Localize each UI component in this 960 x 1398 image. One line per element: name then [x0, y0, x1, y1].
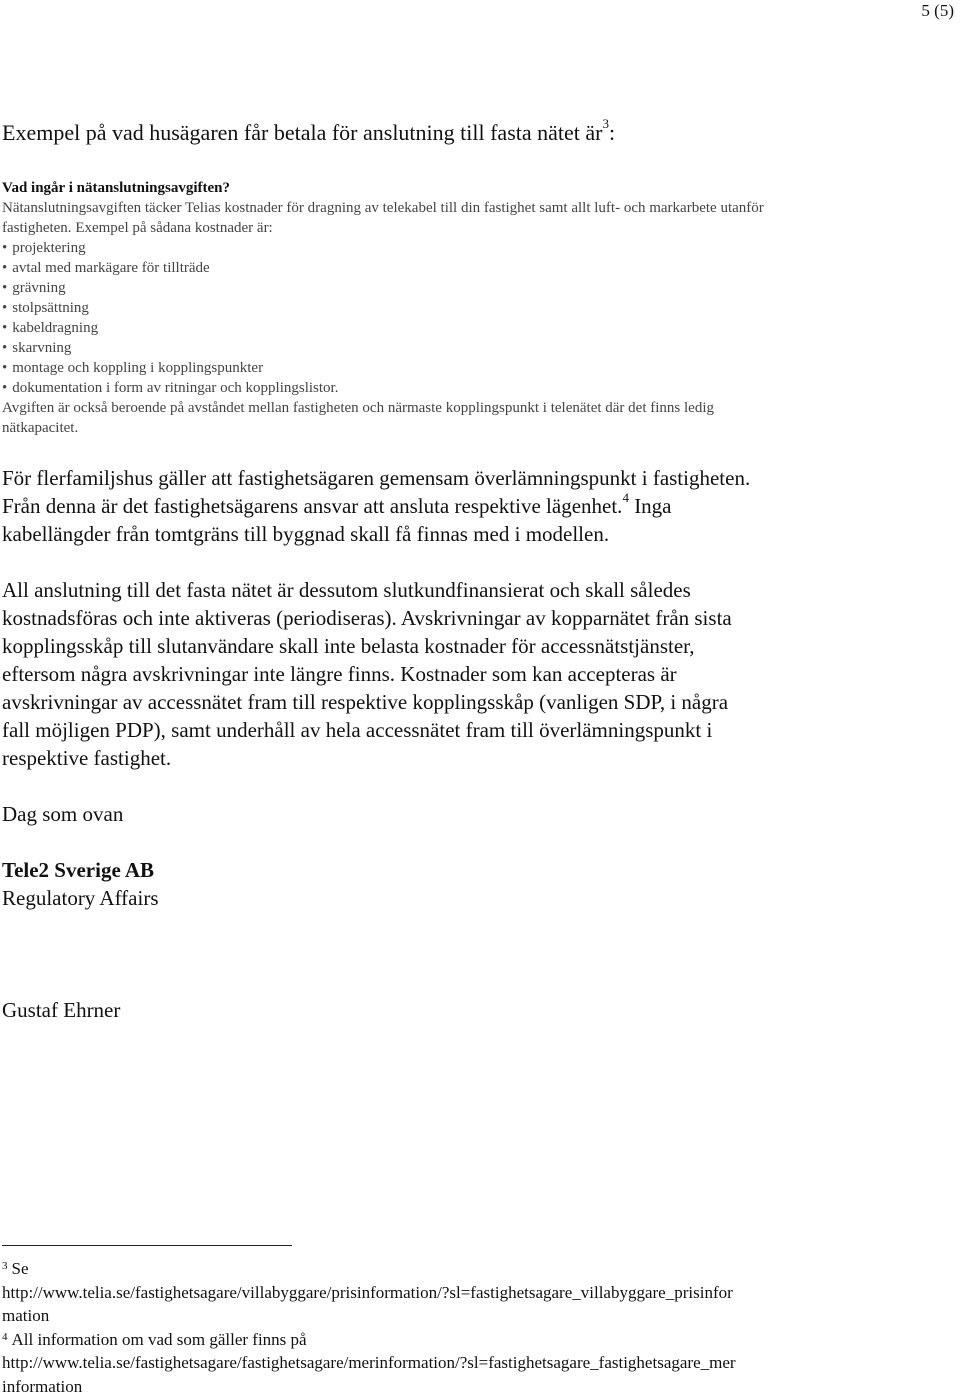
info-outro-line: nätkapacitet. — [2, 418, 764, 438]
paragraph-line — [2, 492, 750, 520]
cost-list-item: • grävning — [2, 278, 764, 298]
cost-list-item: • dokumentation i form av ritningar och kopplingslistor. — [2, 378, 764, 398]
cost-list-item: • projektering — [2, 238, 764, 258]
footnote-url-cont[interactable]: information — [2, 1375, 736, 1398]
paragraph-line: För flerfamiljshus gäller att fastighetsägaren gemensam överlämningspunkt i fastigheten. — [2, 464, 750, 492]
info-intro-line — [2, 218, 764, 238]
paragraph-line: kopplingsskåp till slutanvändare skall inte belasta kostnader för accessnätstjänster, — [2, 632, 732, 660]
info-intro-line: Nätanslutningsavgiften täcker Telias kostnader för dragning av telekabel till din fastighet samt allt luft- och markarbete utanför — [2, 198, 764, 218]
company-name: Tele2 Sverige AB — [2, 856, 159, 884]
closing-line: Dag som ovan — [2, 800, 123, 828]
footnote-url[interactable]: http://www.telia.se/fastighetsagare/villabyggare/prisinformation/?sl=fastighetsagare_villabyggare_prisinfor — [2, 1281, 736, 1305]
footnote-4 — [2, 1328, 736, 1352]
heading-suffix: : — [609, 120, 615, 145]
footnote-url-cont[interactable]: mation — [2, 1304, 736, 1328]
paragraph-multifamily — [2, 464, 750, 548]
footnote-3 — [2, 1257, 736, 1281]
info-intro-part: fastigheten. — [2, 220, 72, 236]
footnote-text: All information om vad som gäller finns på — [12, 1330, 307, 1349]
paragraph-text: Från denna är det fastighetsägarens ansvar att ansluta respektive lägenhet. — [2, 494, 622, 518]
footnote-mark: 4 — [2, 1331, 8, 1343]
paragraph-line: eftersom några avskrivningar inte längre finns. Kostnader som kan accepteras är — [2, 660, 732, 688]
footnote-divider — [2, 1245, 292, 1246]
paragraph-line: avskrivningar av accessnätet fram till respektive kopplingsskåp (vanligen SDP, i några — [2, 688, 732, 716]
info-question: Vad ingår i nätanslutningsavgiften? — [2, 178, 764, 198]
footnote-url[interactable]: http://www.telia.se/fastighetsagare/fastighetsagare/merinformation/?sl=fastighetsagare_fastighetsagare_mer — [2, 1351, 736, 1375]
paragraph-financing — [2, 576, 732, 772]
paragraph-text: Inga — [629, 494, 672, 518]
footnote-mark: 3 — [2, 1260, 8, 1272]
page-number: 5 (5) — [921, 0, 954, 22]
quoted-telia-info — [2, 178, 764, 438]
department-name: Regulatory Affairs — [2, 884, 159, 912]
info-intro-part: Exempel på sådana kostnader är: — [72, 220, 273, 236]
cost-list-item: • montage och koppling i kopplingspunkter — [2, 358, 764, 378]
cost-list-item: • kabeldragning — [2, 318, 764, 338]
paragraph-line: kabellängder från tomtgräns till byggnad skall få finnas med i modellen. — [2, 520, 750, 548]
footnote-ref-4[interactable]: 4 — [622, 490, 629, 505]
signatory-name: Gustaf Ehrner — [2, 996, 120, 1024]
paragraph-line: respektive fastighet. — [2, 744, 732, 772]
paragraph-line: fall möjligen PDP), samt underhåll av hela accessnätet fram till överlämningspunkt i — [2, 716, 732, 744]
footnote-text: Se — [12, 1259, 29, 1278]
cost-list-item: • skarvning — [2, 338, 764, 358]
footnote-ref-3[interactable]: 3 — [602, 116, 609, 131]
paragraph-line: kostnadsföras och inte aktiveras (periodiseras). Avskrivningar av kopparnätet från sista — [2, 604, 732, 632]
info-outro-line: Avgiften är också beroende på avståndet mellan fastigheten och närmaste kopplingspunkt i telenätet där det finns ledig — [2, 398, 764, 418]
footnotes — [2, 1257, 736, 1398]
paragraph-line: All anslutning till det fasta nätet är dessutom slutkundfinansierat och skall således — [2, 576, 732, 604]
heading-text: Exempel på vad husägaren får betala för anslutning till fasta nätet är — [2, 120, 602, 145]
cost-list — [2, 238, 764, 398]
signature-block — [2, 856, 159, 912]
cost-list-item: • stolpsättning — [2, 298, 764, 318]
cost-list-item: • avtal med markägare för tillträde — [2, 258, 764, 278]
section-heading — [2, 118, 615, 148]
